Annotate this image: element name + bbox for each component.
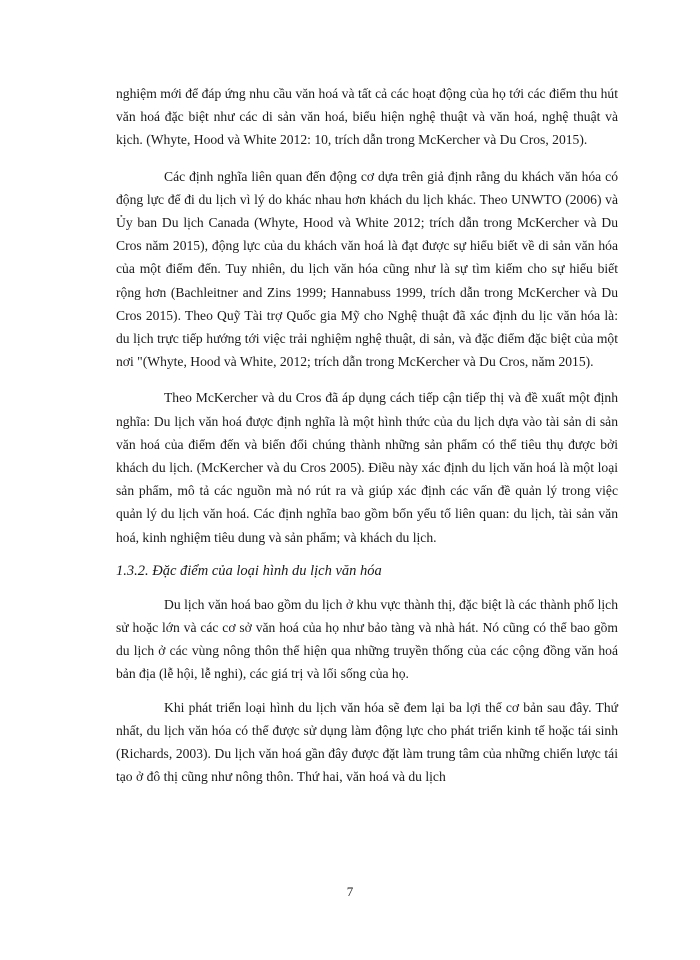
paragraph-marketing-definition: Theo McKercher và du Cros đã áp dụng cách tiếp cận tiếp thị và đề xuất một định nghĩa: Du lịch văn hoá được định nghĩa là một hình thức của du lịch dựa vào tài sản di sản văn hoá của điểm đến và biến đổi chúng thành những sản phẩm có thể tiêu thụ được bởi khách du lịch. (McKercher và du Cros 2005). Điều này xác định du lịch văn hoá là một loại sản phẩm, mô tả các nguồn mà nó rút ra và giúp xác định các vấn đề quản lý trong việc quản lý du lịch văn hoá. Các định nghĩa bao gồm bốn yếu tố liên quan: du lịch, tài sản văn hoá, kinh nghiệm tiêu dung và sản phẩm; và khách du lịch. [116, 390, 618, 545]
section-heading: 1.3.2. Đặc điểm của loại hình du lịch văn hóa [116, 562, 382, 579]
page-body [116, 82, 618, 788]
paragraph-continued: nghiệm mới để đáp ứng nhu cầu văn hoá và tất cả các hoạt động của họ tới các điểm thu hút văn hoá đặc biệt như các di sản văn hoá, biểu hiện nghệ thuật và văn hoá, nghệ thuật và kịch. (Whyte, Hood và White 2012: 10, trích dẫn trong McKercher và Du Cros, 2015). [116, 86, 618, 148]
paragraph-motivation-definitions: Các định nghĩa liên quan đến động cơ dựa trên giả định rằng du khách văn hóa có động lực để đi du lịch vì lý do khác nhau hơn khách du lịch khác. Theo UNWTO (2006) và Ủy ban Du lịch Canada (Whyte, Hood và White 2012; trích dẫn trong McKercher và Du Cros năm 2015), động lực của du khách văn hoá là đạt được sự hiểu biết về di sản văn hóa của một điểm đến. Tuy nhiên, du lịch văn hóa cũng như là sự tìm kiếm cho sự hiểu biết rộng hơn (Bachleitner and Zins 1999; Hannabuss 1999, trích dẫn trong McKercher và Du Cros 2015). Theo Quỹ Tài trợ Quốc gia Mỹ cho Nghệ thuật đã xác định du lịc văn hóa là: du lịch trực tiếp hướng tới việc trải nghiệm nghệ thuật, di sản, và đặc điểm đặc biệt của một nơi "(Whyte, Hood và White, 2012; trích dẫn trong McKercher và Du Cros, năm 2015). [116, 168, 618, 370]
paragraph-advantages: Khi phát triển loại hình du lịch văn hóa sẽ đem lại ba lợi thế cơ bản sau đây. Thứ nhất, du lịch văn hóa có thể được sử dụng làm động lực cho phát triển kinh tế hoặc tái sinh (Richards, 2003). Du lịch văn hoá gần đây được đặt làm trung tâm của những chiến lược tái tạo ở đô thị cũng như nông thôn. Thứ hai, văn hoá và du lịch [116, 699, 618, 785]
page-number: 7 [346, 884, 354, 899]
paragraph-urban-rural: Du lịch văn hoá bao gồm du lịch ở khu vực thành thị, đặc biệt là các thành phố lịch sử hoặc lớn và các cơ sở văn hoá của họ như bảo tàng và nhà hát. Nó cũng có thể bao gồm du lịch ở các vùng nông thôn thể hiện qua những truyền thống của các cộng đồng văn hoá bản địa (lễ hội, lễ nghi), các giá trị và lối sống của họ. [116, 596, 618, 682]
